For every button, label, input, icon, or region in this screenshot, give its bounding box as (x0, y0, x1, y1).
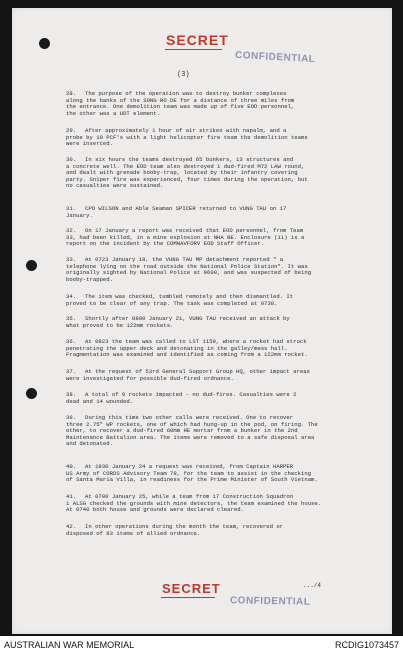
archive-name: AUSTRALIAN WAR MEMORIAL (4, 640, 135, 650)
record-id: RCDIG1073457 (334, 640, 399, 650)
punch-hole-bottom (26, 388, 37, 399)
paragraph: 32. On 17 January a report was received that EOD personnel, from Team 33, had been killed, in a mine explosion at NHA BE. Enclosure (ii) is a report on the incident by the COMNAVFORV EOD Staff Officer. (66, 227, 305, 248)
paragraph: 30. In six hours the teams destroyed 65 bunkers, 13 structures and a concrete well. The EOD team also destroyed 1 dud-fired M72 LAW round, and dealt with grenade booby-trap, located by their infantry covering party. Sniper fire was experienced, four times during the operation, but no casualties were sustained. (66, 156, 308, 190)
punch-hole-top (39, 38, 50, 49)
paragraph: 28. The purpose of the operation was to destroy bunker complexes along the banks of the SONG RO DE for a distance of three miles from the entrance. One demolition team was made up of five EOD personnel, the other was a UDT element. (66, 90, 295, 117)
paragraph: 41. At 0700 January 25, while a team from 17 Construction Squadron 1 ALSG checked the grounds with mine detectors, the team examined the house. At 0740 both house and grounds were declared cleared. (66, 493, 322, 514)
paragraph: 34. The item was checked, tumbled remotely and then dismantled. It proved to be clear of any trap. The task was completed at 0738. (66, 293, 294, 307)
paragraph: 40. At 1930 January 24 a request was received, from Captain HARPER US Army of CORDS Advisory Team 79, for the team to assist in the checking of Santa Maria Villa, in readiness for the Prime Minister of South Vietnam. (66, 463, 318, 484)
paragraph: 35. Shortly after 0800 January 21, VUNG TAU received an attack by what proved to be 122mm rockets. (66, 315, 290, 329)
secret-stamp-bottom-underline (161, 597, 215, 598)
document-page (12, 8, 392, 634)
punch-hole-middle (26, 260, 37, 271)
paragraph: 33. At 0723 January 18, the VUNG TAU MP detachment reported " a telephone lying on the road outside the National Police Station". It was originally sighted by National Police at 0600, and was suspected of being booby-trapped. (66, 256, 312, 283)
paragraph: 39. During this time two other calls were received. One to recover three 2.75" WP rockets, one of which had hung-up in the pod, on firing. The other, to recover a dud-fired 60mm HE mortar from a bunker in the 2nd Maintenance Battalion area. The items were removed to a safe disposal area and detonated. (66, 414, 318, 448)
confidential-stamp-top: CONFIDENTIAL (234, 49, 316, 66)
paragraph: 37. At the request of 53rd General Support Group HQ, other impact areas were investigated for possible dud-fired ordnance. (66, 368, 310, 382)
paragraph: 42. In other operations during the month the team, recovered or disposed of 83 items of allied ordnance. (66, 523, 284, 537)
paragraph: 38. A total of 9 rockets impacted - no dud-fires. Casualties were 2 dead and 14 wounded. (66, 391, 297, 405)
archive-footer (0, 636, 403, 653)
confidential-stamp-bottom: CONFIDENTIAL (229, 595, 311, 608)
secret-stamp-underline (165, 49, 222, 50)
page-number: (3) (177, 71, 190, 79)
secret-stamp-bottom: SECRET (162, 581, 221, 596)
paragraph: 31. CPO WILSON and Able Seaman SPICER returned to VUNG TAU on 17 January. (66, 205, 287, 219)
paragraph: 29. After approximately 1 hour of air strikes with napalm, and a probe by 10 PCF's with a light helicopter fire team the demolition teams were inserted. (66, 127, 308, 148)
continuation-marker: .../4 (303, 582, 322, 589)
secret-stamp-top: SECRET (166, 32, 229, 48)
paragraph: 36. At 0823 the team was called to LST 1159, where a rocket had struck penetrating the upper deck and detonating in the galley/mess hall. Fragmentation was examined and identified as coming from a 122mm rocket. (66, 338, 308, 359)
